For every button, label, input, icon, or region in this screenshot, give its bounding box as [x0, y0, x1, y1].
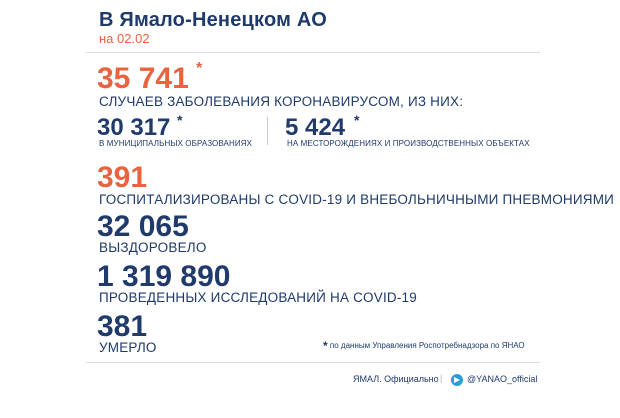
footnote-text: по данным Управления Роспотребнадзора по ЯНАО [329, 341, 525, 350]
page-title: В Ямало-Ненецком АО [99, 9, 327, 31]
stats-divider [267, 117, 268, 145]
footer-divider [86, 362, 540, 363]
municipal-value: 30 317 [97, 114, 171, 141]
footer-brand: ЯМАЛ. Официально [353, 374, 439, 384]
footnote [323, 339, 525, 353]
municipal-asterisk: * [177, 112, 183, 128]
died-value: 381 [97, 310, 148, 343]
tests-label: ПРОВЕДЕННЫХ ИССЛЕДОВАНИЙ НА COVID-19 [99, 290, 417, 305]
municipal-label: В МУНИЦИПАЛЬНЫХ ОБРАЗОВАНИЯХ [99, 139, 253, 148]
footer-telegram-handle[interactable]: @YANAO_official [467, 374, 538, 384]
report-date: на 02.02 [99, 31, 150, 46]
total-cases-value [97, 64, 189, 94]
fields-asterisk: * [354, 112, 360, 128]
fields-label: НА МЕСТОРОЖДЕНИЯХ И ПРОИЗВОДСТВЕННЫХ ОБЪЕКТАХ [287, 139, 530, 148]
tests-value: 1 319 890 [97, 260, 231, 293]
recovered-value: 32 065 [97, 210, 189, 243]
died-label: УМЕРЛО [99, 340, 157, 355]
total-cases-label: СЛУЧАЕВ ЗАБОЛЕВАНИЯ КОРОНАВИРУСОМ, ИЗ НИХ: [99, 94, 464, 109]
header-divider [86, 52, 540, 53]
footnote-asterisk: * [323, 339, 328, 353]
footer-separator: | [440, 373, 443, 383]
recovered-label: ВЫЗДОРОВЕЛО [99, 240, 207, 255]
total-cases-asterisk: * [196, 60, 203, 77]
fields-value: 5 424 [285, 114, 346, 141]
hospitalized-value: 391 [97, 161, 148, 194]
hospitalized-label: ГОСПИТАЛИЗИРОВАНЫ С COVID-19 И ВНЕБОЛЬНИЧНЫМИ ПНЕВМОНИЯМИ [99, 192, 615, 207]
telegram-icon [451, 373, 463, 391]
total-cases-number: 35 741 [97, 62, 189, 95]
